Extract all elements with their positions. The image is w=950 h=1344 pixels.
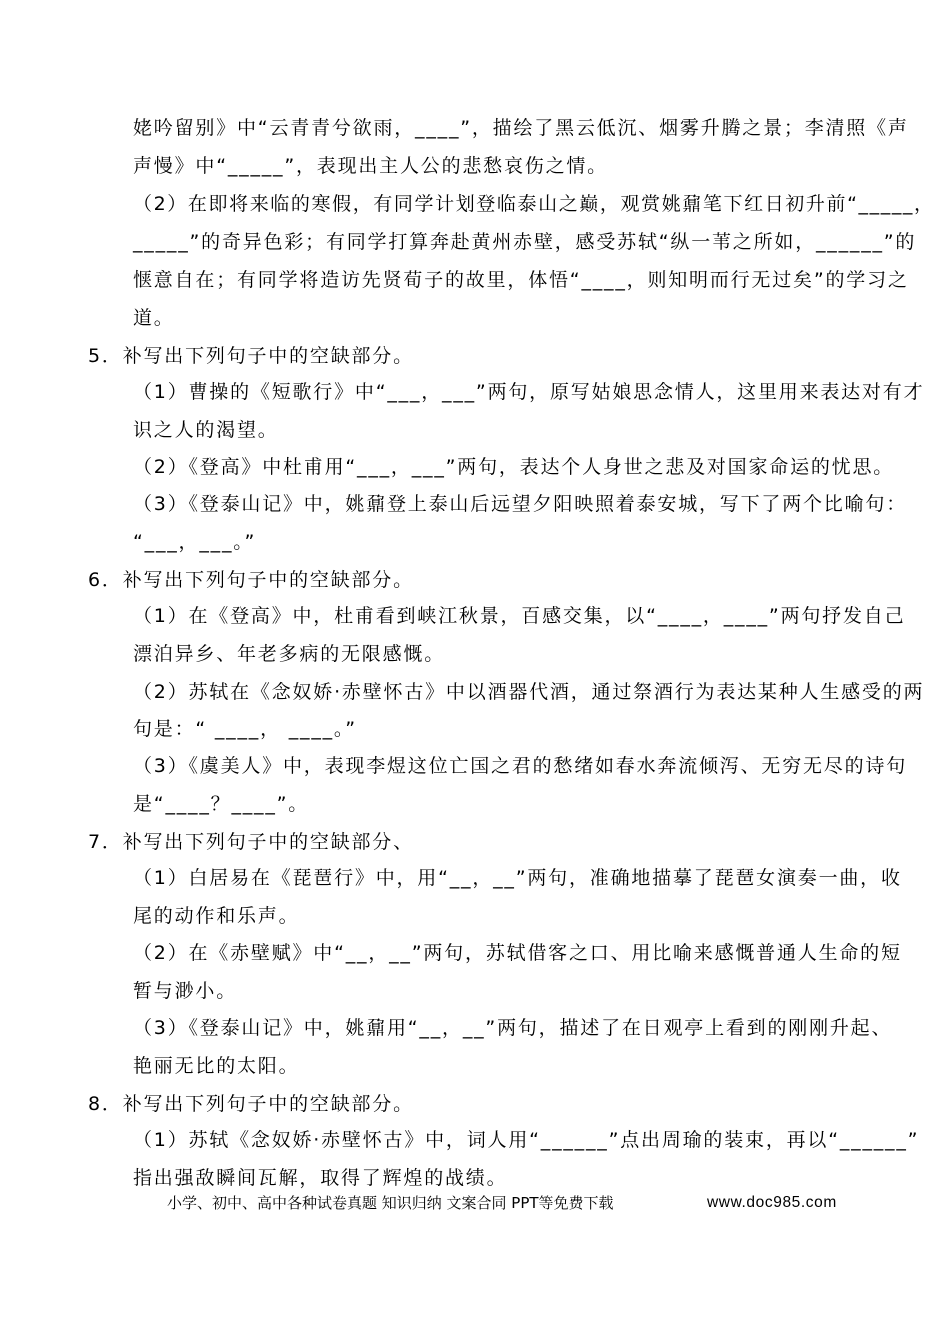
text-line: （1）在《登高》中，杜甫看到峡江秋景，百感交集，以“____，____”两句抒发自己	[133, 605, 906, 627]
text-line: （1）苏轼《念奴娇·赤壁怀古》中，词人用“______”点出周瑜的装束，再以“______”	[133, 1129, 920, 1151]
text-line: 声慢》中“_____”，表现出主人公的悲愁哀伤之情。	[133, 155, 608, 177]
text-line: （2）《登高》中杜甫用“___，___”两句，表达个人身世之悲及对国家命运的忧思。	[133, 456, 895, 478]
text-line: （1）白居易在《琵琶行》中，用“__，__”两句，准确地描摹了琵琶女演奏一曲，收	[133, 867, 902, 889]
text-line: 艳丽无比的太阳。	[133, 1055, 300, 1077]
text-line: 是“____？____”。	[133, 793, 310, 815]
text-line: 指出强敌瞬间瓦解，取得了辉煌的战绩。	[133, 1167, 508, 1189]
footer-text: 小学、初中、高中各种试卷真题 知识归纳 文案合同 PPT等免费下载	[167, 1194, 614, 1212]
text-line: （3）《登泰山记》中，姚鼐登上泰山后远望夕阳映照着泰安城，写下了两个比喻句：	[133, 493, 907, 515]
text-line: “___，___。”	[133, 531, 257, 553]
question-heading: 6．补写出下列句子中的空缺部分。	[88, 569, 414, 591]
text-line: （3）《虞美人》中，表现李煜这位亡国之君的愁绪如春水奔流倾泻、无穷无尽的诗句	[133, 755, 907, 777]
text-line: _____”的奇异色彩；有同学打算奔赴黄州赤壁，感受苏轼“纵一苇之所如，______”的	[133, 231, 917, 253]
text-line: 暂与渺小。	[133, 980, 238, 1002]
text-line: （3）《登泰山记》中，姚鼐用“__，__”两句，描述了在日观亭上看到的刚刚升起、	[133, 1017, 893, 1039]
text-line: 尾的动作和乐声。	[133, 905, 300, 927]
text-line: （2）在《赤壁赋》中“__，__”两句，苏轼借客之口、用比喻来感慨普通人生命的短	[133, 942, 902, 964]
text-line: （2）在即将来临的寒假，有同学计划登临泰山之巅，观赏姚鼐笔下红日初升前“_____，	[133, 193, 935, 215]
text-line: 句是：“ ____， ____。”	[133, 718, 357, 740]
text-line: （1）曹操的《短歌行》中“___，___”两句，原写姑娘思念情人，这里用来表达对有才	[133, 381, 925, 403]
question-heading: 5．补写出下列句子中的空缺部分。	[88, 345, 414, 367]
text-line: 惬意自在；有同学将造访先贤荀子的故里，体悟“____，则知明而行无过矣”的学习之	[133, 269, 909, 291]
text-line: 道。	[133, 307, 175, 329]
question-heading: 8．补写出下列句子中的空缺部分。	[88, 1093, 414, 1115]
text-line: （2）苏轼在《念奴娇·赤壁怀古》中以酒器代酒，通过祭酒行为表达某种人生感受的两	[133, 681, 925, 703]
text-line: 姥吟留别》中“云青青兮欲雨，____”，描绘了黑云低沉、烟雾升腾之景；李清照《声	[133, 117, 909, 139]
footer-link[interactable]: www.doc985.com	[707, 1194, 837, 1211]
page-footer	[167, 1193, 837, 1213]
text-line: 识之人的渴望。	[133, 419, 279, 441]
text-line: 漂泊异乡、年老多病的无限感慨。	[133, 643, 446, 665]
question-heading: 7．补写出下列句子中的空缺部分、	[88, 831, 414, 853]
